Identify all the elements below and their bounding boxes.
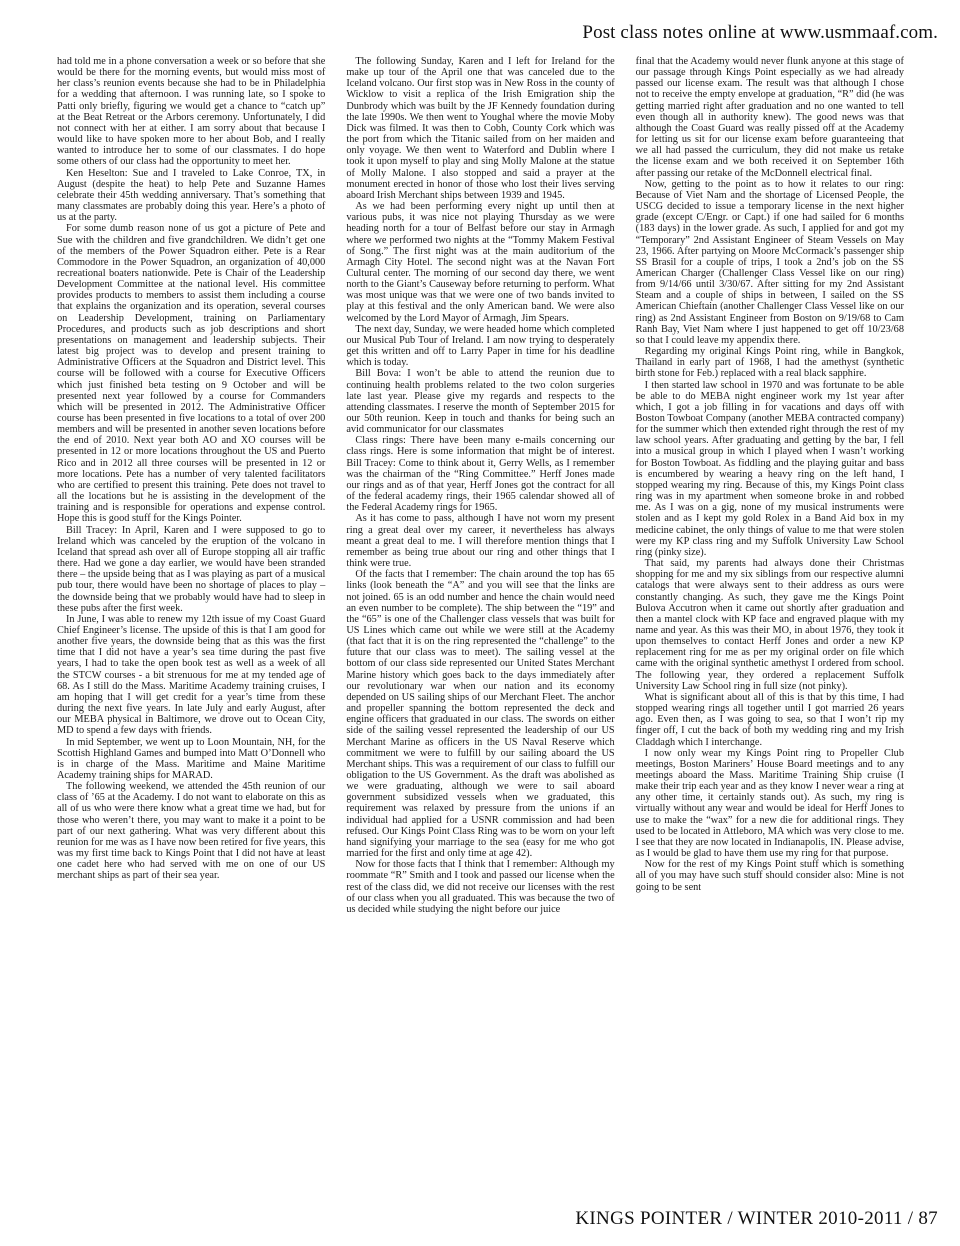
paragraph: As we had been performing every night up until then at various pubs, it was nice not playing Thursday as we were heading north for a tour of Belfast before our stay in Armagh where we performed two nights at the “Tommy Makem Festival of Song.” The first night was at the main auditorium of the Armagh City Hotel. The second night was at the Navan Fort Cultural center. The morning of our second day there, we went north to the Giant’s Causeway before returning to perform. What was most unique was that we were one of two bands invited to play at this festival and the only American band. We were also welcomed by the Lord Mayor of Armagh, Jim Spears. — [346, 201, 615, 324]
paragraph: The next day, Sunday, we were headed home which completed our Musical Pub Tour of Ireland. I am now trying to desperately get this written and off to Larry Paper in time for his deadline which is today. — [346, 323, 615, 369]
header-note: Post class notes online at www.usmmaaf.com. — [582, 22, 938, 43]
paragraph: The following weekend, we attended the 45th reunion of our class of ’65 at the Academy. I do not want to elaborate on this as all of us who were there know what a great time we had, but for those who weren’t there, you may want to make it a point to be part of our next gathering. What was very different about this reunion for me was as I have now been retired for five years, this was my first time back to Kings Point that I did not have at least one cadet here who had served with me on one of our US merchant ships as part of their sea year. — [57, 781, 326, 882]
paragraph: In June, I was able to renew my 12th issue of my Coast Guard Chief Engineer’s license. The upside of this is that I am good for another five years, the downside being that as this was the first time that I did not have a year’s sea time during the past five years, I had to take the open book test as well as a week of all the STCW courses - a bit strenuous for me at my tended age of 68. As I still do the Mass. Maritime Academy training cruises, I am hoping that I will get credit for a year’s time from these during the next five years. In late July and early August, after our MEBA physical in Baltimore, we drove out to Ocean City, MD to spend a few days with friends. — [57, 613, 326, 737]
paragraph: Now for those facts that I think that I remember: Although my roommate “R” Smith and I took and passed our license when the rest of the class did, we did not receive our licenses with the rest of our class when you all graduated. This was because the two of us decided while studying the night before our juice — [346, 859, 615, 915]
paragraph: I now only wear my Kings Point ring to Propeller Club meetings, Boston Mariners’ House Board meetings and to any meetings aboard the Mass. Maritime Training Ship cruise (I make their trip each year and as they know I never wear a ring at any other time, it certainly stands out). As such, my ring is virtually without any wear and would be ideal for Herff Jones to use to make the “wax” for a new die for additional rings. They used to be located in Attleboro, MA which was very close to me. I see that they are now located in Indianapolis, IN. Please advise, as I would be glad to have them use my ring for that purpose. — [635, 747, 904, 860]
page-footer: KINGS POINTER / WINTER 2010-2011 / 87 — [575, 1208, 938, 1229]
text-columns — [57, 56, 904, 1186]
paragraph: Now for the rest of my Kings Point stuff which is something all of you may have such stuff should consider also: Mine is not going to be sent — [635, 859, 904, 893]
column-3 — [636, 56, 904, 1186]
paragraph: I then started law school in 1970 and was fortunate to be able be able to do MEBA night engineer work my 1st year after which, I got a job filling in for vacations and days off with Boston Towboat Company (another MEBA contracted company) for the summer which then extended right through the rest of my law school years. After graduating and getting by the bar, I fell into a musical group in which I played when I wasn’t working for Boston Towboat. As fiddling and the playing guitar and bass is encumbered by wearing a heavy ring on the left hand, I stopped wearing my ring. Because of this, my Kings Point class ring was in my apartment when someone broke in and robbed me. As I was on a gig, none of my musical instruments were stolen and as I kept my gold Rolex in a Band Aid box in my medicine cabinet, the only things of value to me that were stolen were my KP class ring and my Suffolk University Law School ring (pinky size). — [635, 379, 904, 558]
column-1 — [57, 56, 325, 1186]
paragraph: Ken Heselton: Sue and I traveled to Lake Conroe, TX, in August (despite the heat) to help Pete and Suzanne Hames celebrate their 45th wedding anniversary. That’s something that many classmates are probably doing this year. Here’s a photo of us at the party. — [57, 167, 326, 224]
column-2 — [346, 56, 614, 1186]
paragraph: had told me in a phone conversation a week or so before that she would be there for the morning events, but would miss most of her class’s reunion events because she had to be in Philadelphia for a wedding that afternoon. I was running late, so I spoke to Patti only briefly, figuring we would get a chance to “catch up” at the Beat Retreat or the Arbors ceremony. Unfortunately, I did not connect with her at either. I am sorry about that because I would like to have spoken more to her about Bob, and I really wanted to introduce her to some of our classmates. I do hope some others of our class had the opportunity to meet her. — [57, 56, 326, 168]
paragraph: For some dumb reason none of us got a picture of Pete and Sue with the children and five grandchildren. We didn’t get one of the members of the Power Squadron either. Pete is a Rear Commodore in the Power Squadron, an organization of 40,000 recreational boaters nationwide. Pete is Chair of the Leadership Development Committee at the national level. His committee provides products to members to assist them including a course that explains the organization and its operation, several courses on Leadership Development, training on Parliamentary Procedures, and products such as job descriptions and short presentations on management and leadership subjects. Their latest big project was to develop and present training to Administrative Officers at the Squadron and District level. This course will be followed with a course for Executive Officers which just finished beta testing on 9 October and will be presented next year followed by a course for Commanders which will be presented in 2012. The Administrative Officer course has been presented in five locations to a total of over 200 members and will be presented in another seven locations before the end of 2010. Next year both AO and XO courses will be presented in 12 or more locations throughout the US and Puerto Rico and in 2012 all three courses will be presented in 12 or more locations. Pete has a number of very talented facilitators who are certified to present this training. Pete does not travel to all the locations but he is assisting in the development of the training and is responsible for operations and expense control. Hope this is good stuff for the Kings Pointer. — [57, 223, 326, 525]
paragraph: Bill Tracey: In April, Karen and I were supposed to go to Ireland which was canceled by the eruption of the volcano in Iceland that spread ash over all of Europe stopping all air traffic there. Had we gone a day earlier, we would have been stranded there – the upside being that as I was playing as part of a musical pub tour, there would have been no shortage of places to play – the downside being that we probably would have had to sleep in these pubs after the first week. — [57, 524, 326, 614]
paragraph: As it has come to pass, although I have not worn my present ring a great deal over my career, it nevertheless has always meant a great deal to me. I will therefore mention things that I remember as being true about our ring and other things that I think were true. — [346, 513, 615, 570]
paragraph: Now, getting to the point as to how it relates to our ring: Because of Viet Nam and the shortage of Licensed People, the USCG decided to issue a temporary license in the next higher grade (except C/Engr. or Capt.) if one had sailed for 6 months (183 days) in the lower grade. As such, I applied for and got my “Temporary” 2nd Assistant Engineer of Steam Vessels on May 23, 1966. After partying on Moore McCormack’s passenger ship SS Brasil for a couple of trips, I took a 2nd’s job on the SS American Charger (Challenger Class Vessel like on our ring) from 9/14/66 until 3/30/67. After sitting for my 2nd Assistant Steam and a couple of ships in between, I sailed on the SS American Chieftain (another Challenger Class Vessel like on our ring) as 2nd Assistant Engineer from Boston on 9/19/68 to Cam Ranh Bay, Viet Nam where I just happened to get off 10/23/68 so that I could leave my appendix there. — [635, 178, 904, 346]
paragraph: The following Sunday, Karen and I left for Ireland for the make up tour of the April one that was canceled due to the Iceland volcano. Our first stop was in New Ross in the county of Wicklow to visit a replica of the Irish Emigration ship the Dunbrody which was built by the JF Kennedy foundation during the late 1990s. We then went to Youghal where the movie Moby Dick was filmed. It was then to Cobh, County Cork which was the port from which the Titanic sailed from on her maiden and only voyage. We then went to Waterford and Dublin where I took it upon myself to play and sing Molly Malone at the statue of Molly Malone. I also stopped and said a prayer at the monument erected in honor of those who lost their lives serving aboard Irish Merchant ships between 1939 and 1945. — [346, 56, 615, 201]
paragraph: Regarding my original Kings Point ring, while in Bangkok, Thailand in early part of 1968, I had the amethyst (synthetic birth stone for Feb.) replaced with a real black sapphire. — [635, 346, 904, 380]
paragraph: Bill Bova: I won’t be able to attend the reunion due to continuing health problems related to the two colon surgeries late last year. Please give my regards and respects to the attending classmates. I reserve the month of September 2015 for our 50th reunion. Keep in touch and thanks for being such an avid communicator for our classmates — [346, 368, 615, 436]
paragraph: That said, my parents had always done their Christmas shopping for me and my six siblings from our respective alumni catalogs that were always sent to their address as ours were constantly changing. As such, they gave me the Kings Point Bulova Accutron when it came out shortly after graduation and then a mantel clock with KP face and engraved plaque with my name and year. As this was their MO, in about 1976, they took it upon themselves to contact Herff Jones and order a new KP replacement ring for me as per my original order on file which came with the original synthetic amethyst I ordered from school. The following year, they ordered a replacement Suffolk University Law School ring in full size (not pinky). — [635, 558, 904, 692]
paragraph: Class rings: There have been many e-mails concerning our class rings. Here is some information that might be of interest. Bill Tracey: Come to think about it, Gerry Wells, as I remember was the chairman of the “Ring Committee.” Herff Jones made our rings and as of that year, Herff Jones got the contract for all of the federal academy rings, their 1965 calendar showed all of the Federal Academy rings for 1965. — [346, 435, 615, 514]
paragraph: In mid September, we went up to Loon Mountain, NH, for the Scottish Highland Games and bumped into Matt O’Donnell who is in charge of the Mass. Maritime and Maine Maritime Academy training ships for MARAD. — [57, 736, 326, 781]
paragraph: final that the Academy would never flunk anyone at this stage of our passage through Kings Point especially as we had already passed our license exam. The result was that although I chose not to receive the empty envelope at graduation, “R” did (he was getting married right after graduation and no one wanted to tell even though all in authority knew). The good news was that although the Coast Guard was really pissed off at the Academy for letting us sit for our license exam before guaranteeing that we all had passed the curriculum, they did not make us retake the license exam and we both received it on September 16th after passing our retake of the McDonnell electrical final. — [635, 56, 904, 179]
paragraph: Of the facts that I remember: The chain around the top has 65 links (look beneath the “A” and you will see that the links are not joined. 65 is an odd number and hence the chain would need an even number to be complete). The ship between the “19” and the “65” is one of the Challenger class vessels that was built for US Lines which came out while we were still at the Academy (that fact that it is on the ring represented the “challenge” to the future that our class was to meet). The sailing vessel at the bottom of our class side represented our United States Merchant Marine history which goes back to the days immediately after our revolutionary war when our nation and its economy depended on US sailing ships of our Merchant Fleet. The anchor and propeller spanning the bottom represented the deck and engine officers that graduated in our class. The swords on either side of the sailing vessel represented the leadership of our US Merchant Marine as officers in the US Naval Reserve which commitment we were to fulfill by our sailing aboard the US Merchant ships. This was a requirement of our class to fulfill our obligation to the US Government. As the draft was abolished as we were graduating, although we were to sail aboard government subsidized vessels when we graduated, this requirement was relaxed by pressure from the unions if an individual had applied for a USNR commission and had been refused. Our Kings Point Class Ring was to be worn on your left hand signifying your marriage to the sea (easy for me who got married for the first and only time at age 42). — [346, 569, 615, 860]
paragraph: What is significant about all of this is that by this time, I had stopped wearing rings all together until I got married 26 years ago. Even then, as I was going to sea, so that I won’t rip my finger off, I cut the back of both my wedding ring and my Irish Claddagh which I interchange. — [635, 691, 904, 748]
